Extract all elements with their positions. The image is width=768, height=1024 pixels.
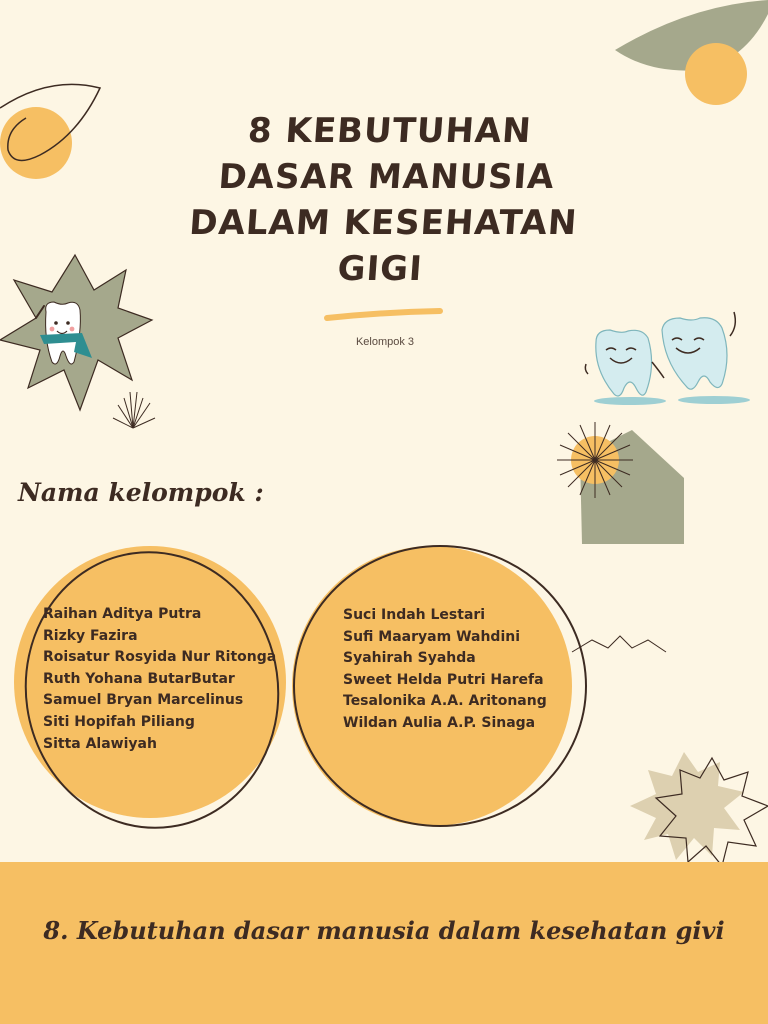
member-name: Tesalonika A.A. Aritonang xyxy=(343,693,547,710)
member-name: Wildan Aulia A.P. Sinaga xyxy=(343,714,536,731)
footer-caption: 8. Kebutuhan dasar manusia dalam kesehatan givi xyxy=(43,916,725,945)
group-subtitle: Kelompok 3 xyxy=(355,336,415,348)
members-heading: Nama kelompok : xyxy=(18,478,264,507)
member-name: Suci Indah Lestari xyxy=(343,607,486,623)
title-line-4: GIGI xyxy=(336,249,425,289)
member-list-right xyxy=(343,605,547,735)
member-name: Siti Hopifah Piliang xyxy=(43,713,195,730)
sun-burst-icon xyxy=(557,422,633,498)
orange-circle-icon-2 xyxy=(685,43,747,105)
title-line-1: 8 KEBUTUHAN xyxy=(246,111,534,151)
member-name: Sitta Alawiyah xyxy=(43,735,157,752)
member-name: Samuel Bryan Marcelinus xyxy=(43,692,244,709)
orange-circle-icon xyxy=(0,107,72,179)
title-underline xyxy=(327,311,440,318)
grass-tuft-icon xyxy=(113,392,155,428)
member-name: Ruth Yohana ButarButar xyxy=(43,670,235,687)
title-line-3: DALAM KESEHATAN xyxy=(188,203,579,243)
member-name: Sweet Helda Putri Harefa xyxy=(343,671,544,688)
zigzag-line-icon xyxy=(572,636,666,652)
member-name: Raihan Aditya Putra xyxy=(43,606,202,622)
title-line-2: DASAR MANUSIA xyxy=(217,157,557,197)
member-name: Roisatur Rosyida Nur Ritonga xyxy=(43,649,277,666)
page-title xyxy=(164,108,607,292)
happy-teeth-pair-icon xyxy=(585,312,750,405)
footer-band xyxy=(0,862,768,1024)
member-name: Rizky Fazira xyxy=(43,627,138,644)
member-name: Syahirah Syahda xyxy=(343,650,476,667)
member-name: Sufi Maaryam Wahdini xyxy=(343,628,521,645)
member-list-left xyxy=(43,604,276,755)
